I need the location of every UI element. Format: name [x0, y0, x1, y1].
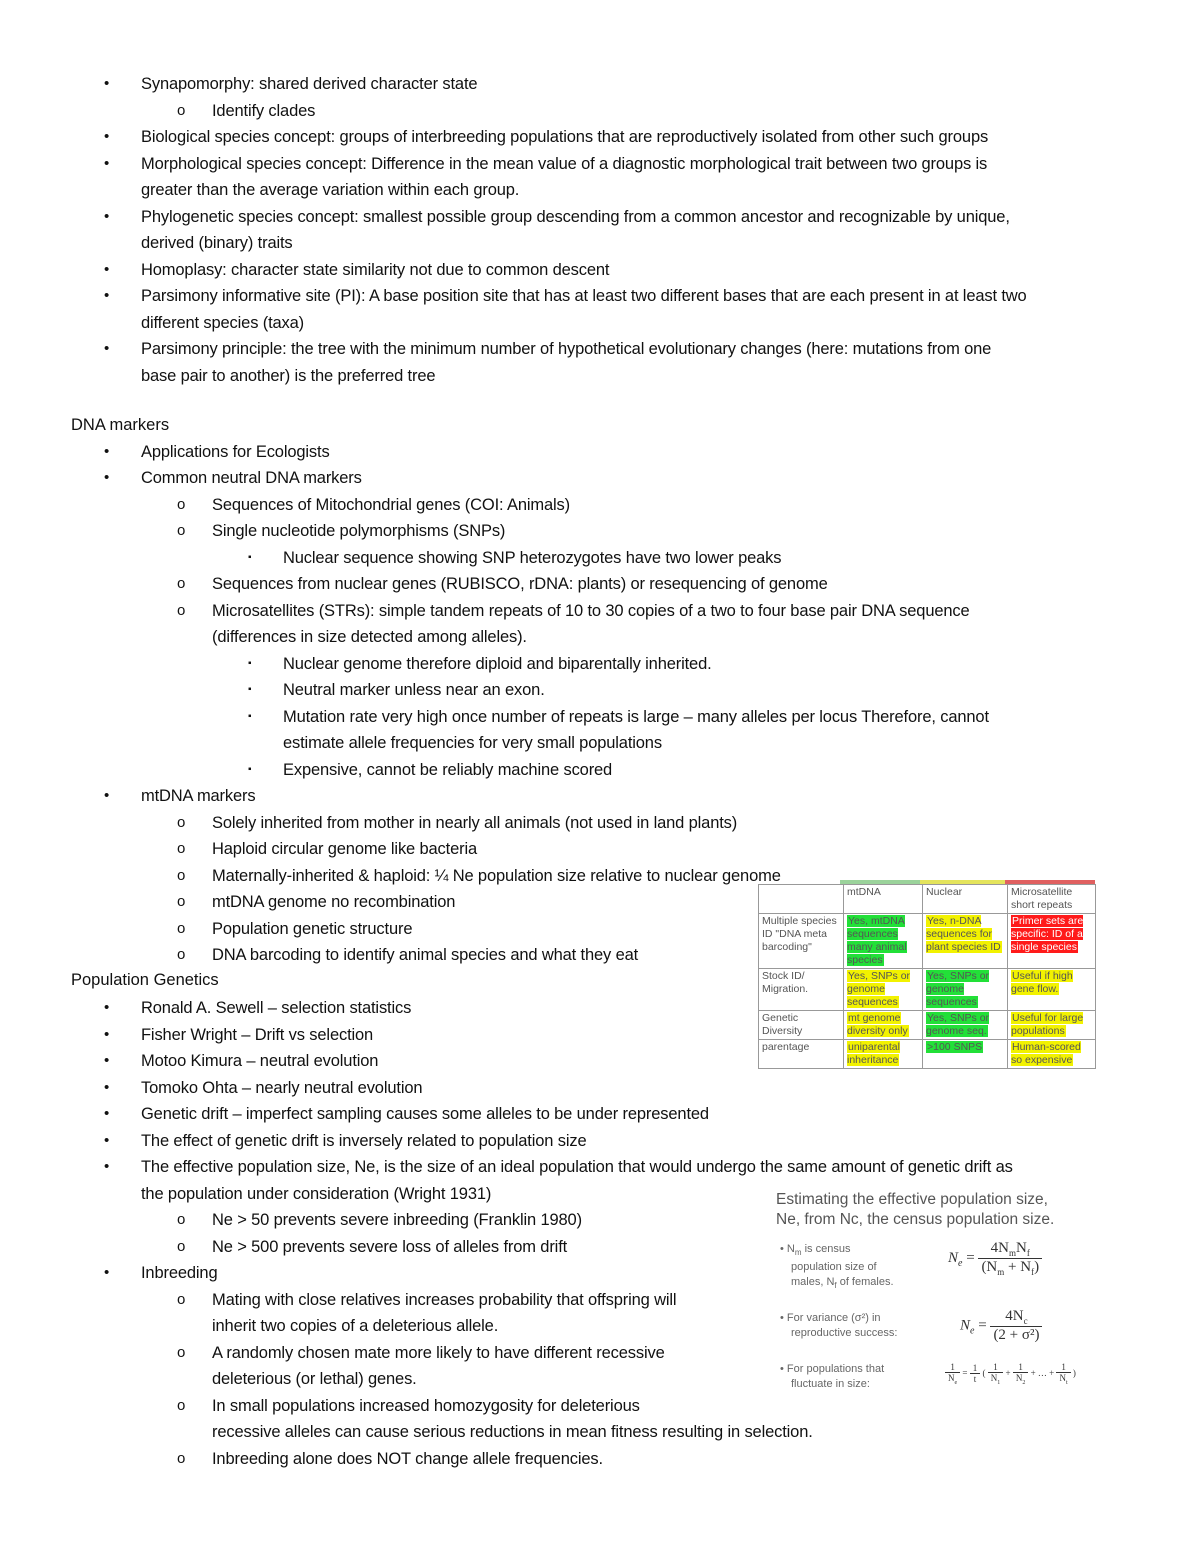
list-item: deleterious (or lethal) genes.: [212, 1370, 417, 1388]
list-item: mtDNA markers: [141, 787, 256, 805]
list-item: Neutral marker unless near an exon.: [283, 681, 545, 699]
table-cell-highlight-yellow: Useful for large populations: [1011, 1012, 1084, 1037]
table-cell-highlight-yellow: Yes, SNPs or genome sequences: [847, 970, 911, 1008]
list-item: mtDNA genome no recombination: [212, 893, 456, 911]
bullet-circle: o: [177, 1450, 186, 1467]
list-item: Parsimony informative site (PI): A base position site that has at least two different bases that are each present in at least two: [141, 287, 1027, 305]
list-item: Tomoko Ohta – nearly neutral evolution: [141, 1079, 423, 1097]
effective-population-formula-box: [770, 1190, 1080, 1400]
table-header-nuclear: Nuclear: [923, 885, 1008, 914]
list-item: Genetic drift – imperfect sampling causes some alleles to be under represented: [141, 1105, 709, 1123]
bullet-disc: •: [104, 155, 110, 172]
list-item: (differences in size detected among alleles).: [212, 628, 527, 646]
table-cell: [844, 1011, 923, 1040]
list-item: base pair to another) is the preferred tree: [141, 367, 436, 385]
bullet-circle: o: [177, 602, 186, 619]
bullet-circle: o: [177, 1291, 186, 1308]
bullet-disc: •: [104, 208, 110, 225]
table-cell: [923, 1011, 1008, 1040]
list-item: DNA barcoding to identify animal species and what they eat: [212, 946, 639, 964]
list-item: Nuclear genome therefore diploid and biparentally inherited.: [283, 655, 712, 673]
bullet-circle: o: [177, 920, 186, 937]
section-heading-population-genetics: Population Genetics: [71, 971, 219, 989]
list-item: Motoo Kimura – neutral evolution: [141, 1052, 379, 1070]
bullet-disc: •: [104, 75, 110, 92]
bullet-disc: •: [104, 1026, 110, 1043]
list-item: The effect of genetic drift is inversely related to population size: [141, 1132, 587, 1150]
table-cell: [1008, 914, 1096, 969]
list-item: Inbreeding: [141, 1264, 218, 1282]
list-item: Nuclear sequence showing SNP heterozygotes have two lower peaks: [283, 549, 782, 567]
bullet-circle: o: [177, 1211, 186, 1228]
list-item: Identify clades: [212, 102, 316, 120]
list-item: different species (taxa): [141, 314, 305, 332]
table-cell-highlight-yellow: Useful if high gene flow.: [1011, 970, 1073, 995]
bullet-disc: •: [104, 287, 110, 304]
list-item: estimate allele frequencies for very small populations: [283, 734, 662, 752]
table-cell-highlight-yellow: mt genome diversity only: [847, 1012, 908, 1037]
table-cell-highlight-green: Yes, mtDNA sequences many animal species: [847, 915, 907, 966]
formula-equation-fluctuating: $\frac{1}{N_e}$ = $\frac{1}{t}$ ( $\frac{1}{N_1}$ + $\frac{1}{N_2}$ + … + $\frac{1}{N_t}$ ): [945, 1362, 1076, 1386]
list-item: Applications for Ecologists: [141, 443, 330, 461]
list-item: inherit two copies of a deleterious allele.: [212, 1317, 499, 1335]
table-cell-highlight-yellow: Human-scored so expensive: [1011, 1041, 1081, 1066]
bullet-circle: o: [177, 522, 186, 539]
bullet-disc: •: [104, 1132, 110, 1149]
list-item: Solely inherited from mother in nearly all animals (not used in land plants): [212, 814, 738, 832]
formula-equation-sex-ratio: $N_e$ = $\frac{4N_mN_f}{(N_m + N_f)}$: [948, 1240, 1042, 1277]
list-item: Ne > 500 prevents severe loss of alleles from drift: [212, 1238, 568, 1256]
list-item: Ronald A. Sewell – selection statistics: [141, 999, 412, 1017]
list-item: Population genetic structure: [212, 920, 413, 938]
bullet-circle: o: [177, 893, 186, 910]
table-header-row: [759, 885, 1096, 914]
table-cell-highlight-red: Primer sets are specific: ID of a single species: [1011, 915, 1084, 953]
table-cell-highlight-yellow: uniparental inheritance: [847, 1041, 900, 1066]
formula-item-variance: • For variance (σ²) in reproductive success:: [780, 1312, 898, 1339]
list-item: The effective population size, Ne, is the size of an ideal population that would undergo the same amount of genetic drift as: [141, 1158, 1013, 1176]
table-header-microsatellite: Microsatellite short repeats: [1008, 885, 1096, 914]
formula-title-line2: Ne, from Nc, the census population size.: [776, 1211, 1055, 1228]
list-item: Inbreeding alone does NOT change allele frequencies.: [212, 1450, 603, 1468]
bullet-disc: •: [104, 340, 110, 357]
table-cell: [1008, 1040, 1096, 1069]
table-row: [759, 969, 1096, 1011]
bullet-circle: o: [177, 867, 186, 884]
list-item: Maternally-inherited & haploid: ¼ Ne population size relative to nuclear genome: [212, 867, 781, 885]
bullet-disc: •: [104, 787, 110, 804]
formula-equation-variance: $N_e$ = $\frac{4N_c}{\text{(2 + σ²)}}$: [960, 1308, 1042, 1344]
list-item: Fisher Wright – Drift vs selection: [141, 1026, 374, 1044]
marker-comparison-table: [758, 884, 1096, 1069]
bullet-disc: •: [104, 443, 110, 460]
bullet-circle: o: [177, 1397, 186, 1414]
bullet-circle: o: [177, 814, 186, 831]
table-row-label: Stock ID/ Migration.: [759, 969, 844, 1011]
list-item: Ne > 50 prevents severe inbreeding (Franklin 1980): [212, 1211, 582, 1229]
table-header-empty: [759, 885, 844, 914]
bullet-circle: o: [177, 1344, 186, 1361]
list-item: Expensive, cannot be reliably machine scored: [283, 761, 613, 779]
list-item: Synapomorphy: shared derived character state: [141, 75, 478, 93]
bullet-square: ▪: [248, 552, 252, 563]
list-item: Morphological species concept: Difference in the mean value of a diagnostic morphological trait between two groups is: [141, 155, 988, 173]
bullet-square: ▪: [248, 764, 252, 775]
list-item: Single nucleotide polymorphisms (SNPs): [212, 522, 506, 540]
table-row: [759, 1011, 1096, 1040]
list-item: Parsimony principle: the tree with the minimum number of hypothetical evolutionary changes (here: mutations from one: [141, 340, 992, 358]
table-cell: [1008, 969, 1096, 1011]
table-cell: [844, 969, 923, 1011]
formula-title-line1: Estimating the effective population size,: [776, 1191, 1048, 1208]
table-row-label: parentage: [759, 1040, 844, 1069]
table-cell-highlight-yellow: Yes, n-DNA sequences for plant species ID: [926, 915, 1001, 953]
list-item: Mating with close relatives increases probability that offspring will: [212, 1291, 677, 1309]
list-item: derived (binary) traits: [141, 234, 293, 252]
table-cell: [844, 1040, 923, 1069]
bullet-disc: •: [104, 1264, 110, 1281]
list-item: Sequences from nuclear genes (RUBISCO, rDNA: plants) or resequencing of genome: [212, 575, 828, 593]
table-cell: [1008, 1011, 1096, 1040]
bullet-circle: o: [177, 102, 186, 119]
bullet-circle: o: [177, 496, 186, 513]
list-item: Sequences of Mitochondrial genes (COI: Animals): [212, 496, 570, 514]
bullet-disc: •: [104, 1158, 110, 1175]
section-heading-dna-markers: DNA markers: [71, 416, 170, 434]
table-cell: [844, 914, 923, 969]
bullet-square: ▪: [248, 658, 252, 669]
list-item: In small populations increased homozygosity for deleterious: [212, 1397, 640, 1415]
table-cell-highlight-green: Yes, SNPs or genome sequences: [926, 970, 990, 1008]
list-item: A randomly chosen mate more likely to have different recessive: [212, 1344, 665, 1362]
bullet-square: ▪: [248, 684, 252, 695]
bullet-circle: o: [177, 840, 186, 857]
bullet-circle: o: [177, 946, 186, 963]
table-cell-highlight-green: Yes, SNPs or genome seq.: [926, 1012, 990, 1037]
bullet-disc: •: [104, 1079, 110, 1096]
table-row: [759, 1040, 1096, 1069]
list-item: Haploid circular genome like bacteria: [212, 840, 478, 858]
bullet-disc: •: [104, 999, 110, 1016]
formula-item-sex-ratio: • $N_m$ is census population size of males, $N_f$ of females.: [780, 1243, 894, 1291]
formula-item-fluctuating: • For populations that fluctuate in size:: [780, 1363, 885, 1390]
bullet-disc: •: [104, 469, 110, 486]
table-row: [759, 914, 1096, 969]
bullet-disc: •: [104, 261, 110, 278]
list-item: Mutation rate very high once number of repeats is large – many alleles per locus Therefore, cannot: [283, 708, 989, 726]
list-item: Biological species concept: groups of interbreeding populations that are reproductively isolated from other such groups: [141, 128, 989, 146]
list-item: the population under consideration (Wright 1931): [141, 1185, 492, 1203]
list-item: Microsatellites (STRs): simple tandem repeats of 10 to 30 copies of a two to four base pair DNA sequence: [212, 602, 970, 620]
table-cell-highlight-green: >100 SNPS: [927, 1041, 983, 1053]
table-header-mtdna: mtDNA: [844, 885, 923, 914]
bullet-square: ▪: [248, 711, 252, 722]
bullet-circle: o: [177, 575, 186, 592]
bullet-disc: •: [104, 1052, 110, 1069]
table-row-label: Multiple species ID "DNA meta barcoding": [759, 914, 844, 969]
table-cell: [923, 1040, 1008, 1069]
list-item: greater than the average variation within each group.: [141, 181, 520, 199]
table-cell: [923, 969, 1008, 1011]
bullet-circle: o: [177, 1238, 186, 1255]
bullet-disc: •: [104, 128, 110, 145]
list-item: Common neutral DNA markers: [141, 469, 362, 487]
table-row-label: Genetic Diversity: [759, 1011, 844, 1040]
list-item: Homoplasy: character state similarity not due to common descent: [141, 261, 610, 279]
list-item: Phylogenetic species concept: smallest possible group descending from a common ancestor and recognizable by unique,: [141, 208, 1010, 226]
table-cell: [923, 914, 1008, 969]
list-item: recessive alleles can cause serious reductions in mean fitness resulting in selection.: [212, 1423, 813, 1441]
bullet-disc: •: [104, 1105, 110, 1122]
